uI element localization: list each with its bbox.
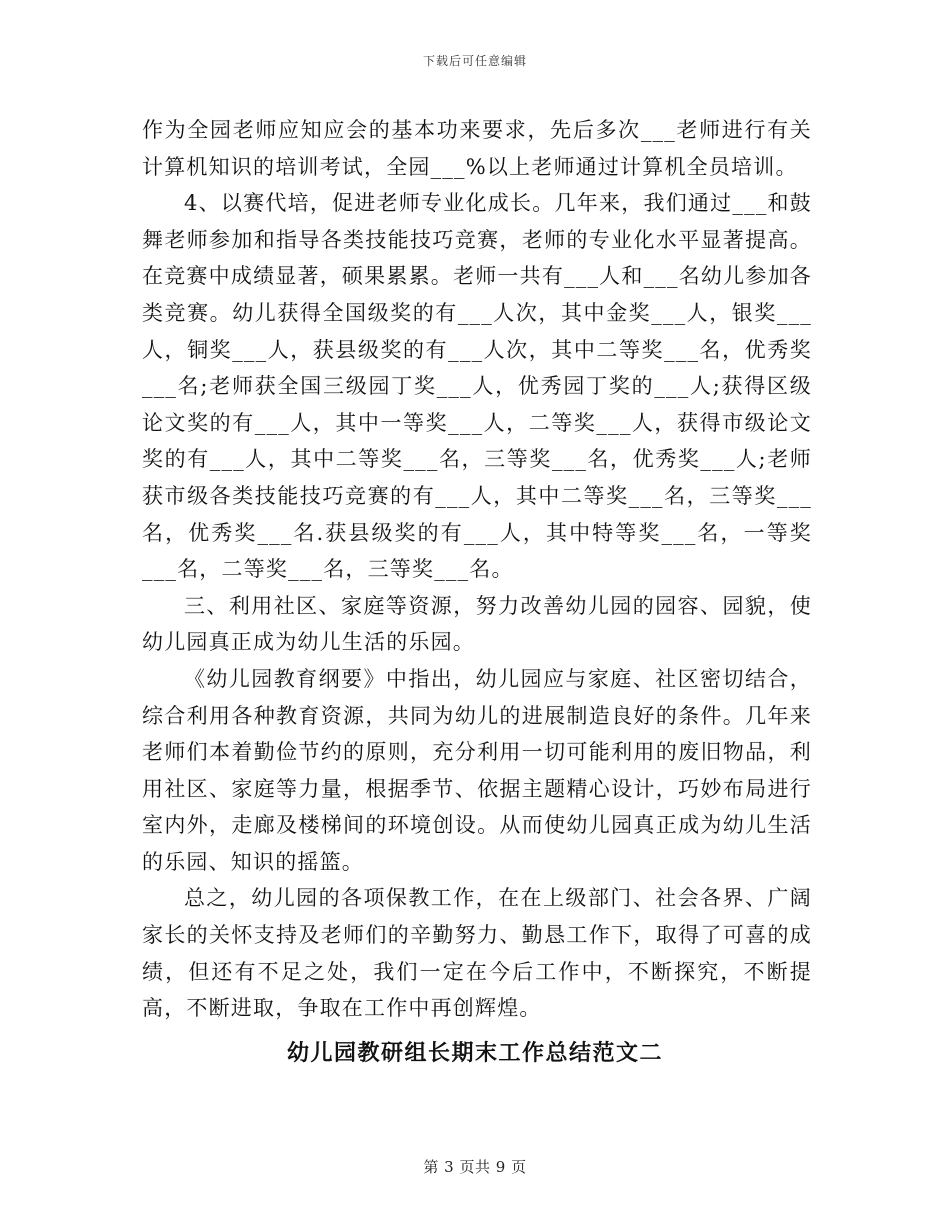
page-number: 第 3 页共 9 页: [423, 1158, 527, 1176]
section-title: 幼儿园教研组长期末工作总结范文二: [286, 1040, 663, 1066]
paragraph-outline: 《幼儿园教育纲要》中指出，幼儿园应与家庭、社区密切结合，综合利用各种教育资源，共同为幼儿的进展制造良好的条件。几年来老师们本着勤俭节约的原则，充分利用一切可能利用的废旧物品，利用社区、家庭等力量，根据季节、依据主题精心设计，巧妙布局进行室内外，走廊及楼梯间的环境创设。从而使幼儿园真正成为幼儿生活的乐园、知识的摇篮。: [142, 666, 812, 874]
paragraph-competition: 4、以赛代培，促进老师专业化成长。几年来，我们通过___和鼓舞老师参加和指导各类技能技巧竞赛，老师的专业化水平显著提高。在竞赛中成绩显著，硕果累累。老师一共有___人和___名幼儿参加各类竞赛。幼儿获得全国级奖的有___人次，其中金奖___人，银奖___人，铜奖___人，获县级奖的有___人次，其中二等奖___名，优秀奖___名;老师获全国三级园丁奖___人，优秀园丁奖的___人;获得区级论文奖的有___人，其中一等奖___人，二等奖___人，获得市级论文奖的有___人，其中二等奖___名，三等奖___名，优秀奖___人;老师获市级各类技能技巧竞赛的有___人，其中二等奖___名，三等奖___名，优秀奖___名.获县级奖的有___人，其中特等奖___名，一等奖___名，二等奖___名，三等奖___名。: [142, 191, 812, 582]
header-note: 下载后可任意编辑: [422, 54, 527, 68]
paragraph-conclusion: 总之，幼儿园的各项保教工作，在在上级部门、社会各界、广阔家长的关怀支持及老师们的辛勤努力、勤恳工作下，取得了可喜的成绩，但还有不足之处，我们一定在今后工作中，不断探究，不断提高，不断进取，争取在工作中再创辉煌。: [142, 886, 812, 1021]
paragraph-continuation: 作为全园老师应知应会的基本功来要求，先后多次___老师进行有关计算机知识的培训考试，全园___%以上老师通过计算机全员培训。: [142, 118, 812, 179]
document-body: [142, 112, 812, 1027]
paragraph-section-three: 三、利用社区、家庭等资源，努力改善幼儿园的园容、园貌，使幼儿园真正成为幼儿生活的乐园。: [142, 593, 812, 655]
